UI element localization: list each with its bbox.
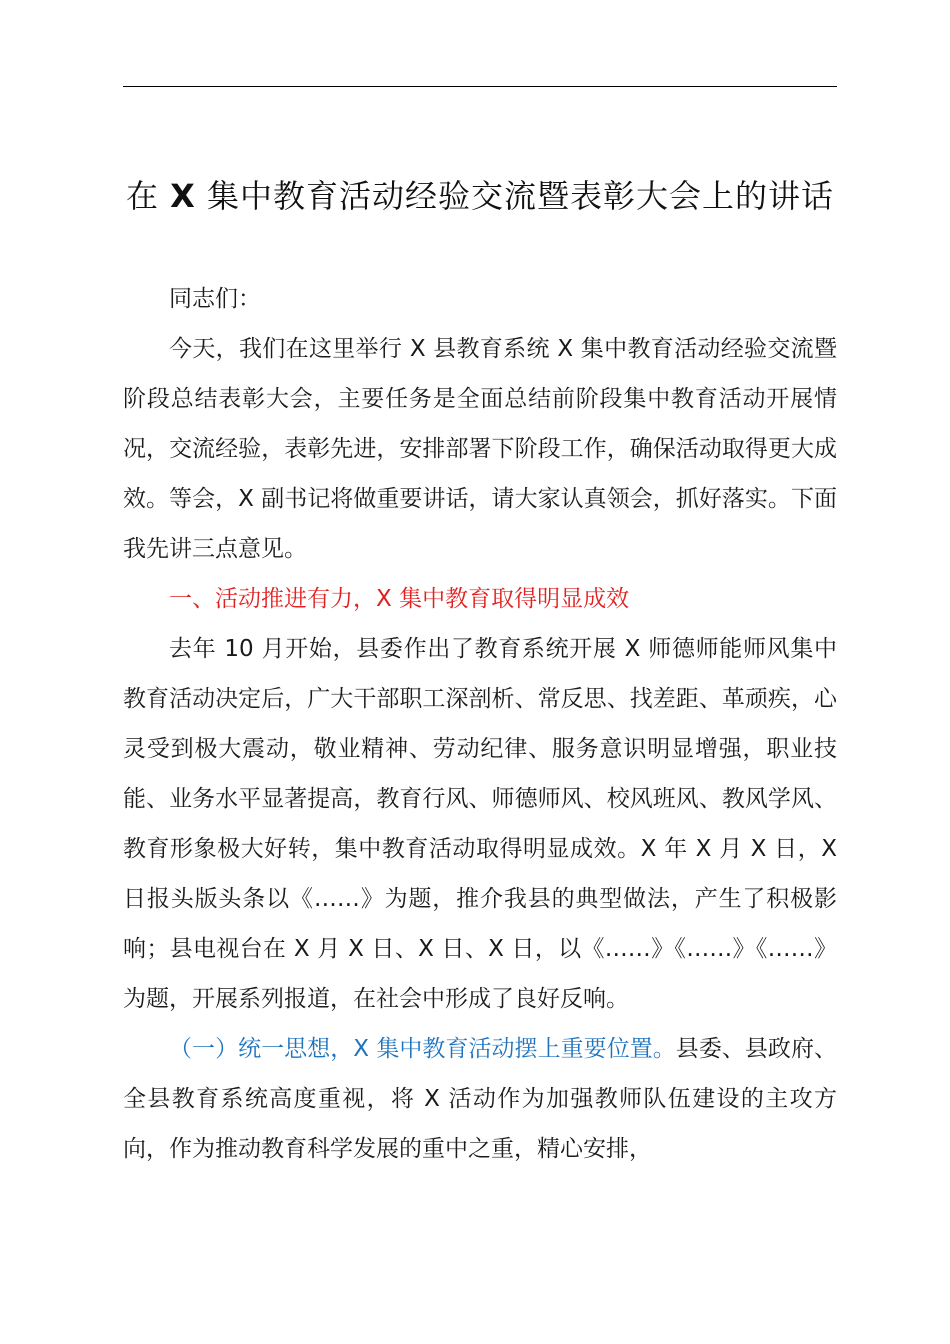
subsection-1-paragraph xyxy=(123,1024,837,1174)
salutation: 同志们： xyxy=(169,286,261,312)
subsection-1-heading: （一）统一思想，X 集中教育活动摆上重要位置。 xyxy=(169,1036,676,1062)
page-title xyxy=(123,171,837,221)
intro-paragraph: 今天，我们在这里举行 X 县教育系统 X 集中教育活动经验交流暨阶段总结表彰大会，主要任务是全面总结前阶段集中教育活动开展情况，交流经验，表彰先进，安排部署下阶段工作，确保活动取得更大成效。等会，X 副书记将做重要讲话，请大家认真领会，抓好落实。下面我先讲三点意见。 xyxy=(123,336,837,562)
document-body xyxy=(123,274,837,1174)
section-1-paragraph: 去年 10 月开始，县委作出了教育系统开展 X 师德师能师风集中教育活动决定后，广大干部职工深剖析、常反思、找差距、革顽疾，心灵受到极大震动，敬业精神、劳动纪律、服务意识明显增强，职业技能、业务水平显著提高，教育行风、师德师风、校风班风、教风学风、教育形象极大好转，集中教育活动取得明显成效。X 年 X 月 X 日，X 日报头版头条以《……》为题，推介我县的典型做法，产生了积极影响；县电视台在 X 月 X 日、X 日、X 日，以《……》《……》《……》为题，开展系列报道，在社会中形成了良好反响。 xyxy=(123,636,837,1012)
title-x: X xyxy=(170,177,196,216)
subsection-1-body: 县委、县政府、全县教育系统高度重视，将 X 活动作为加强教师队伍建设的主攻方向，作为推动教育科学发展的重中之重，精心安排， xyxy=(123,1036,837,1162)
title-rest: 集中教育活动经验交流暨表彰大会上的讲话 xyxy=(207,177,835,216)
title-lead: 在 xyxy=(125,177,159,216)
top-rule xyxy=(123,86,837,87)
section-1-heading: 一、活动推进有力，X 集中教育取得明显成效 xyxy=(169,586,630,612)
